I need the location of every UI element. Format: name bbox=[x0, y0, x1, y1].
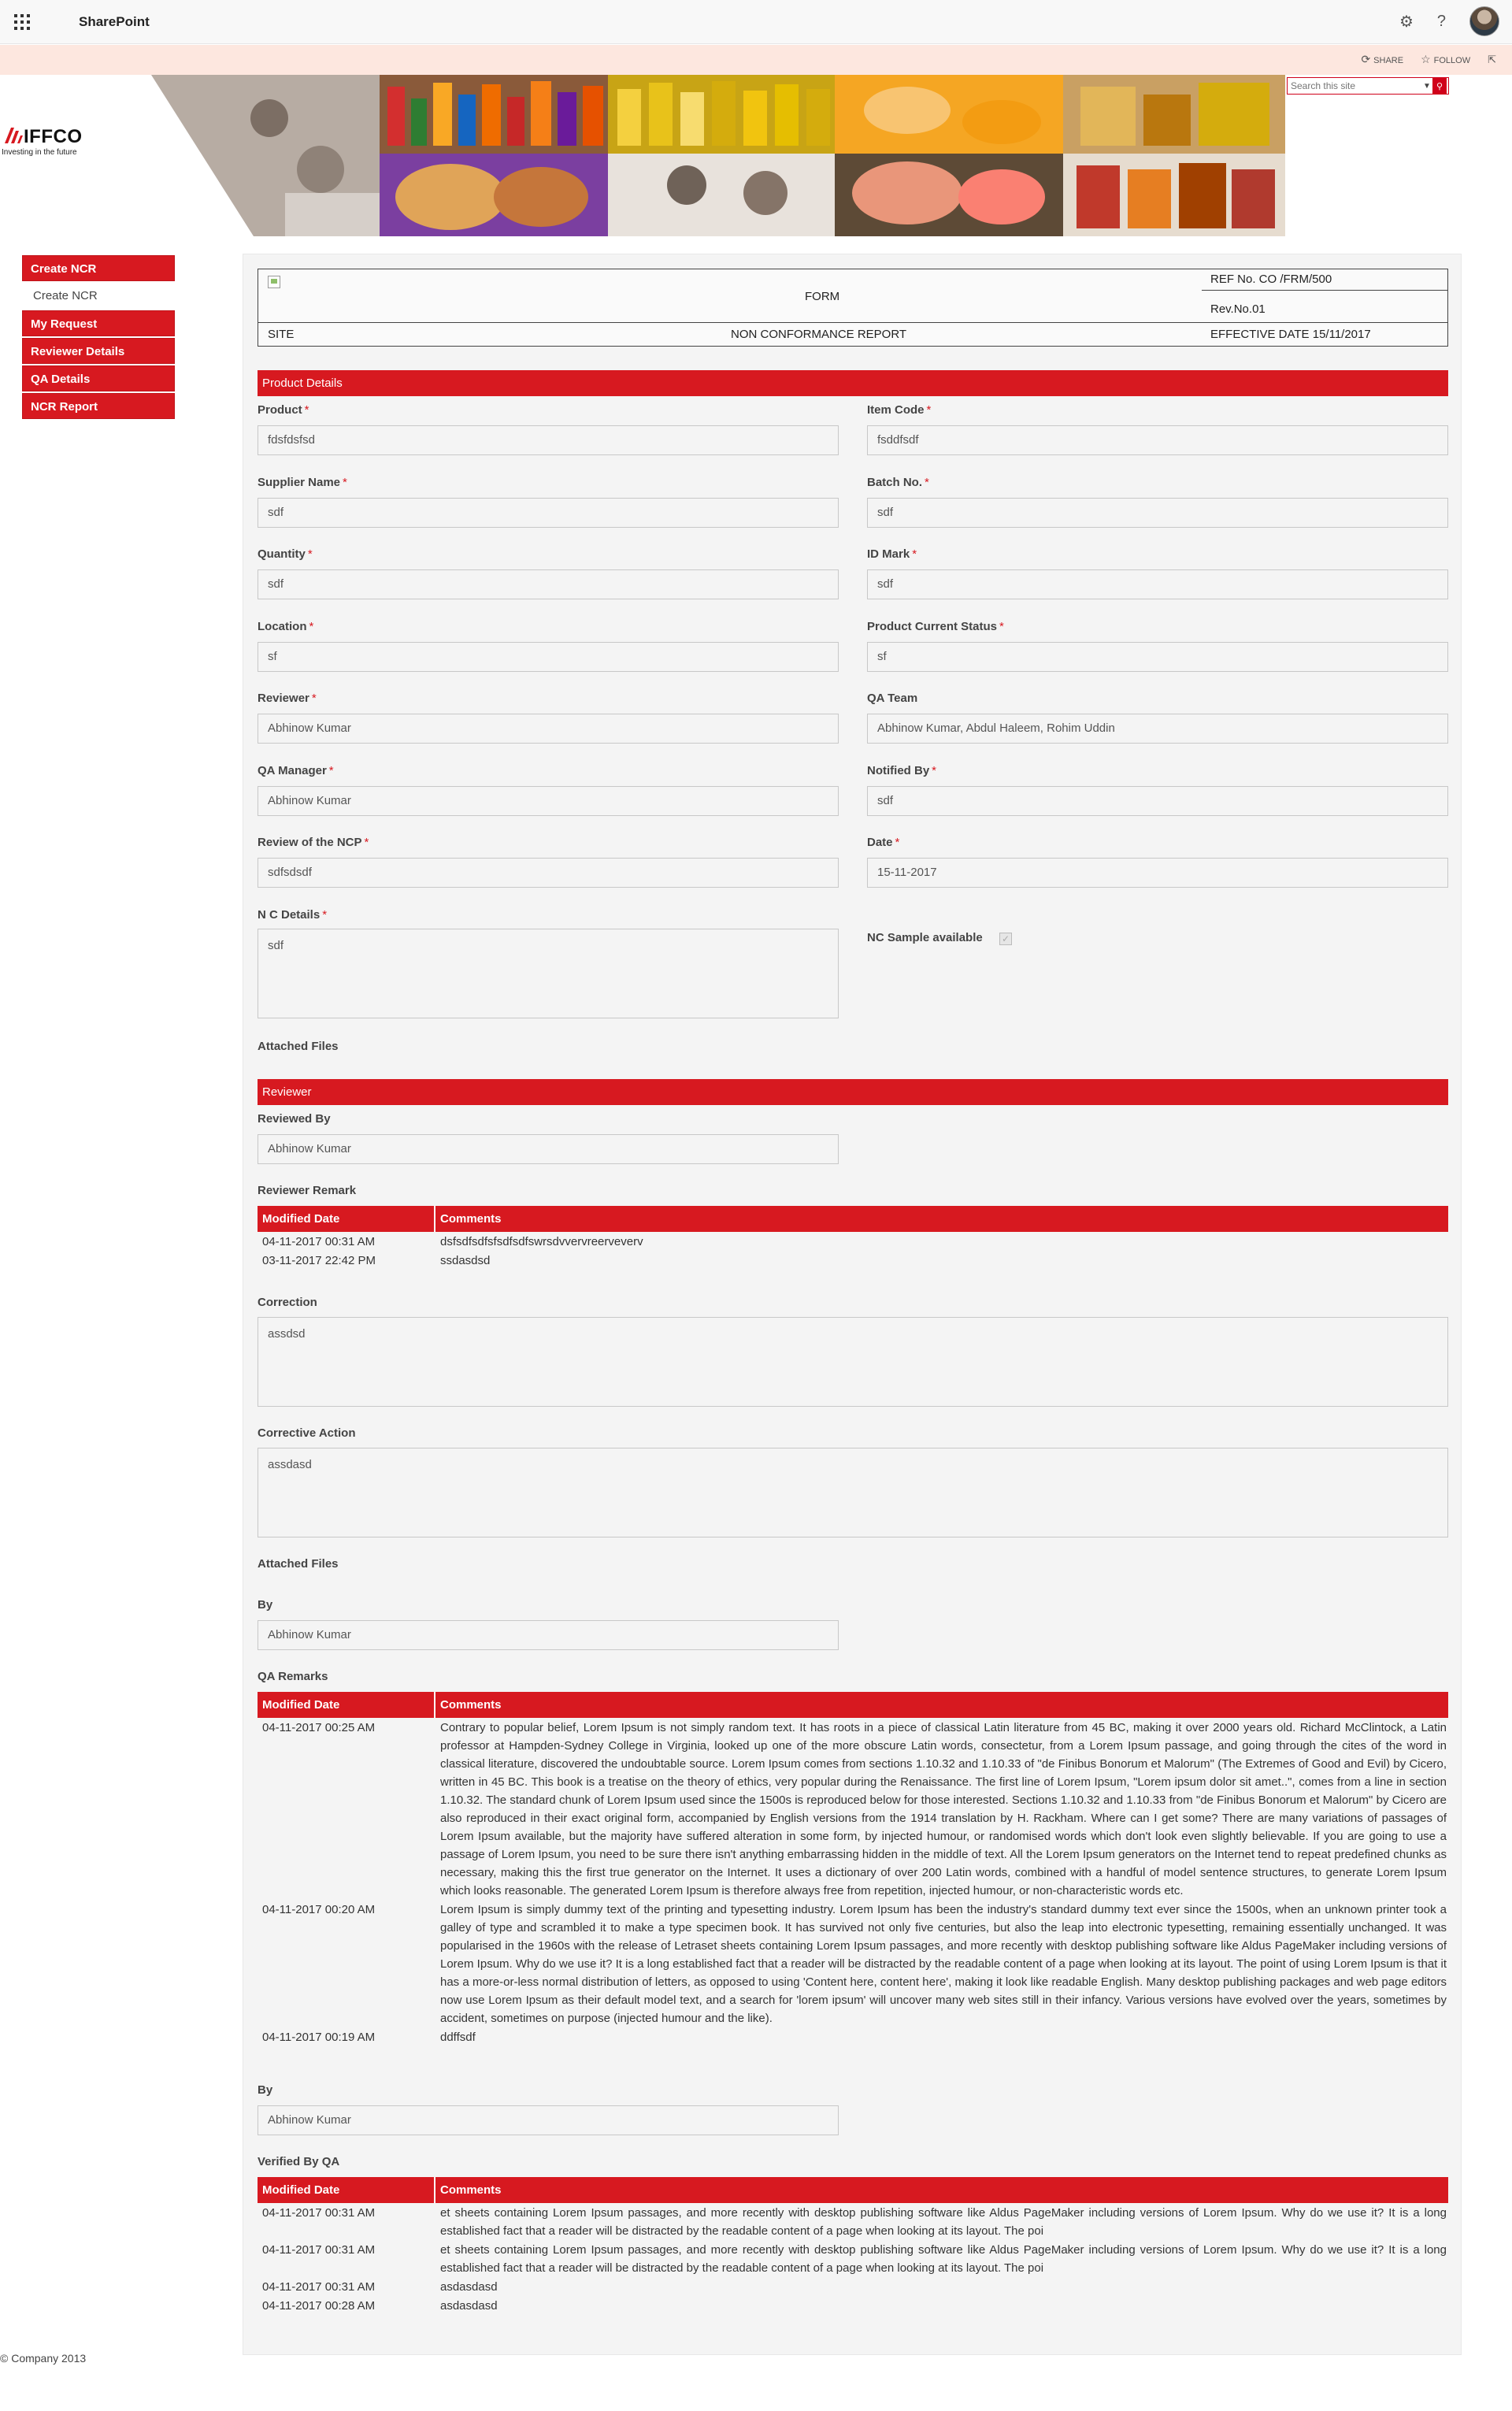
table-row bbox=[258, 1900, 1448, 2027]
row-comment: dsfsdfsdfsfsdfsdfswrsdvvervreerveverv bbox=[440, 1235, 643, 1248]
effective-date: EFFECTIVE DATE 15/11/2017 bbox=[1210, 328, 1371, 341]
item-code-label: Item Code * bbox=[867, 403, 932, 417]
search-icon[interactable]: ⚲ bbox=[1432, 78, 1447, 94]
row-date: 04-11-2017 00:19 AM bbox=[262, 2031, 376, 2044]
attached-files-label: Attached Files bbox=[258, 1040, 339, 1053]
row-comment: et sheets containing Lorem Ipsum passages, and more recently with desktop publishing software like Aldus PageMaker including versions of Lorem Ipsum. Why do we use it? It is a long established fact that a reader will be distracted by the readable content of a page when looking at its layout. The poi bbox=[440, 2243, 1447, 2275]
table-row bbox=[258, 2203, 1448, 2240]
table-row bbox=[258, 2027, 1448, 2046]
corrective-action-label: Corrective Action bbox=[258, 1426, 356, 1440]
reviewer-header: Reviewer bbox=[258, 1079, 1448, 1105]
qa-manager-label: QA Manager * bbox=[258, 764, 334, 777]
date-input[interactable]: 15-11-2017 bbox=[867, 858, 1448, 888]
search-input[interactable] bbox=[1288, 80, 1421, 91]
quantity-input[interactable]: sdf bbox=[258, 569, 839, 599]
avatar[interactable] bbox=[1469, 6, 1499, 36]
correction-label: Correction bbox=[258, 1296, 317, 1309]
table-row bbox=[258, 1232, 1448, 1251]
chevron-down-icon[interactable]: ▼ bbox=[1423, 81, 1431, 91]
table-header bbox=[258, 1206, 1448, 1232]
review-ncp-label: Review of the NCP * bbox=[258, 836, 369, 849]
col-modified-date: Modified Date bbox=[258, 1692, 435, 1718]
site-label: SITE bbox=[268, 328, 295, 341]
row-comment: asdasdasd bbox=[440, 2280, 498, 2294]
row-date: 04-11-2017 00:20 AM bbox=[262, 1903, 376, 1916]
broken-image-icon bbox=[268, 276, 280, 288]
correction-textarea[interactable]: assdsd bbox=[258, 1317, 1448, 1407]
table-row bbox=[258, 2240, 1448, 2277]
status-label: Product Current Status * bbox=[867, 620, 1004, 633]
notified-by-input[interactable]: sdf bbox=[867, 786, 1448, 816]
product-input[interactable]: fdsfdsfsd bbox=[258, 425, 839, 455]
share-icon: ⟳ bbox=[1361, 53, 1371, 65]
table-header bbox=[258, 2177, 1448, 2203]
follow-label: FOLLOW bbox=[1433, 56, 1471, 65]
nav-my-request[interactable]: My Request bbox=[22, 310, 175, 336]
row-comment: ddffsdf bbox=[440, 2031, 476, 2044]
table-header bbox=[258, 1692, 1448, 1718]
logo-tagline: Investing in the future bbox=[2, 148, 77, 157]
row-comment: asdasdasd bbox=[440, 2299, 498, 2313]
date-label: Date * bbox=[867, 836, 900, 849]
product-label: Product * bbox=[258, 403, 309, 417]
corrective-action-textarea[interactable]: assdasd bbox=[258, 1448, 1448, 1537]
reviewed-by-label: Reviewed By bbox=[258, 1112, 331, 1126]
reviewer-remark-label: Reviewer Remark bbox=[258, 1184, 357, 1197]
table-row bbox=[258, 2277, 1448, 2296]
supplier-label: Supplier Name * bbox=[258, 476, 347, 489]
col-comments: Comments bbox=[440, 1698, 502, 1712]
nav-qa-details[interactable]: QA Details bbox=[22, 365, 175, 391]
table-row bbox=[258, 1251, 1448, 1270]
item-code-input[interactable]: fsddfsdf bbox=[867, 425, 1448, 455]
product-details-header: Product Details bbox=[258, 370, 1448, 396]
share-bar bbox=[0, 45, 1512, 75]
id-mark-label: ID Mark * bbox=[867, 547, 917, 561]
row-date: 03-11-2017 22:42 PM bbox=[262, 1254, 376, 1267]
nav-ncr-report[interactable]: NCR Report bbox=[22, 393, 175, 419]
col-comments: Comments bbox=[440, 1212, 502, 1226]
col-modified-date: Modified Date bbox=[258, 1206, 435, 1232]
nav-reviewer-details[interactable]: Reviewer Details bbox=[22, 338, 175, 364]
app-launcher-icon[interactable] bbox=[0, 0, 44, 44]
main-content bbox=[243, 254, 1462, 2355]
status-input[interactable]: sf bbox=[867, 642, 1448, 672]
qa-team-input[interactable]: Abhinow Kumar, Abdul Haleem, Rohim Uddin bbox=[867, 714, 1448, 744]
batch-input[interactable]: sdf bbox=[867, 498, 1448, 528]
rev-number: Rev.No.01 bbox=[1210, 302, 1266, 316]
col-modified-date: Modified Date bbox=[258, 2177, 435, 2203]
iffco-logo-icon bbox=[3, 124, 24, 145]
row-date: 04-11-2017 00:25 AM bbox=[262, 1721, 376, 1734]
qa-team-label: QA Team bbox=[867, 692, 918, 705]
col-comments: Comments bbox=[440, 2183, 502, 2197]
row-comment: et sheets containing Lorem Ipsum passages, and more recently with desktop publishing software like Aldus PageMaker including versions of Lorem Ipsum. Why do we use it? It is a long established fact that a reader will be distracted by the readable content of a page when looking at its layout. The poi bbox=[440, 2206, 1447, 2238]
footer-copyright: © Company 2013 bbox=[0, 2352, 87, 2365]
logo-name: IFFCO bbox=[24, 126, 83, 147]
verified-by-qa-table bbox=[258, 2177, 1448, 2315]
qa-by-label: By bbox=[258, 2083, 273, 2097]
nav-create-ncr-sub[interactable]: Create NCR bbox=[33, 289, 98, 302]
nc-sample-checkbox[interactable]: ✓ bbox=[999, 933, 1012, 945]
by-label: By bbox=[258, 1598, 273, 1612]
qa-by-input[interactable]: Abhinow Kumar bbox=[258, 2105, 839, 2135]
left-navigation bbox=[22, 255, 175, 421]
reviewed-by-input[interactable]: Abhinow Kumar bbox=[258, 1134, 839, 1164]
notified-by-label: Notified By * bbox=[867, 764, 937, 777]
verified-by-qa-label: Verified By QA bbox=[258, 2155, 340, 2168]
site-logo[interactable] bbox=[0, 120, 110, 167]
form-header-table bbox=[258, 269, 1448, 347]
suite-title[interactable]: SharePoint bbox=[79, 13, 150, 29]
share-button[interactable] bbox=[1361, 53, 1403, 66]
quantity-label: Quantity * bbox=[258, 547, 313, 561]
follow-button[interactable] bbox=[1421, 53, 1470, 66]
focus-content-icon[interactable]: ⇱ bbox=[1488, 53, 1496, 65]
qa-remarks-table bbox=[258, 1692, 1448, 2046]
row-comment: Contrary to popular belief, Lorem Ipsum is not simply random text. It has roots in a piece of classical Latin literature from 45 BC, making it over 2000 years old. Richard McClintock, a Latin professor at Hampden-Sydney College in Virginia, looked up one of the more obscure Latin words, consectetur, from a Lorem Ipsum passage, and going through the cites of the word in classical literature, discovered the undoubtable source. Lorem Ipsum comes from sections 1.10.32 and 1.10.33 of "de Finibus Bonorum et Malorum" (The Extremes of Good and Evil) by Cicero, written in 45 BC. This book is a treatise on the theory of ethics, very popular during the Renaissance. The first line of Lorem Ipsum, "Lorem ipsum dolor sit amet..", comes from a line in section 1.10.32. The standard chunk of Lorem Ipsum used since the 1500s is reproduced below for those interested. Sections 1.10.32 and 1.10.33 from "de Finibus Bonorum et Malorum" by Cicero are also reproduced in their exact original form, accompanied by English versions from the 1914 translation by H. Rackham. Where can I get some? There are many variations of passages of Lorem Ipsum available, but the majority have suffered alteration in some form, by injected humour, or randomised words which don't look even slightly believable. If you are going to use a passage of Lorem Ipsum, you need to be sure there isn't anything embarrassing hidden in the middle of text. All the Lorem Ipsum generators on the Internet tend to repeat predefined chunks as necessary, making this the first true generator on the Internet. It uses a dictionary of over 200 Latin words, combined with a handful of model sentence structures, to generate Lorem Ipsum which looks reasonable. The generated Lorem Ipsum is therefore always free from repetition, injected humour, or non-characteristic words etc. bbox=[440, 1721, 1447, 1897]
id-mark-input[interactable]: sdf bbox=[867, 569, 1448, 599]
nc-details-textarea[interactable]: sdf bbox=[258, 929, 839, 1018]
report-title: NON CONFORMANCE REPORT bbox=[731, 328, 907, 341]
nc-details-label: N C Details * bbox=[258, 908, 328, 922]
row-date: 04-11-2017 00:31 AM bbox=[262, 2280, 376, 2294]
reviewer-remarks-table bbox=[258, 1206, 1448, 1270]
nc-sample-label: NC Sample available bbox=[867, 931, 983, 944]
row-comment: ssdasdsd bbox=[440, 1254, 491, 1267]
form-title: FORM bbox=[805, 290, 840, 303]
site-search bbox=[1287, 77, 1449, 95]
review-ncp-input[interactable]: sdfsdsdf bbox=[258, 858, 839, 888]
help-icon[interactable]: ? bbox=[1436, 12, 1446, 30]
header-banner bbox=[151, 75, 1285, 236]
qa-manager-input[interactable]: Abhinow Kumar bbox=[258, 786, 839, 816]
supplier-input[interactable]: sdf bbox=[258, 498, 839, 528]
banner-image bbox=[151, 75, 1285, 236]
location-label: Location * bbox=[258, 620, 314, 633]
ref-number: REF No. CO /FRM/500 bbox=[1210, 273, 1332, 286]
share-label: SHARE bbox=[1373, 56, 1404, 65]
reviewer-input[interactable]: Abhinow Kumar bbox=[258, 714, 839, 744]
gear-icon[interactable]: ⚙ bbox=[1399, 13, 1414, 31]
nav-create-ncr[interactable]: Create NCR bbox=[22, 255, 175, 281]
batch-label: Batch No. * bbox=[867, 476, 929, 489]
suite-bar bbox=[0, 0, 1512, 44]
table-row bbox=[258, 1718, 1448, 1900]
star-icon: ☆ bbox=[1421, 53, 1431, 65]
qa-remarks-label: QA Remarks bbox=[258, 1670, 328, 1683]
location-input[interactable]: sf bbox=[258, 642, 839, 672]
row-comment: Lorem Ipsum is simply dummy text of the printing and typesetting industry. Lorem Ipsum has been the industry's standard dummy text ever since the 1500s, when an unknown printer took a galley of type and scrambled it to make a type specimen book. It has survived not only five centuries, but also the leap into electronic typesetting, remaining essentially unchanged. It was popularised in the 1960s with the release of Letraset sheets containing Lorem Ipsum passages, and more recently with desktop publishing software like Aldus PageMaker including versions of Lorem Ipsum. Why do we use it? It is a long established fact that a reader will be distracted by the readable content of a page when looking at its layout. The point of using Lorem Ipsum is that it has a more-or-less normal distribution of letters, as opposed to using 'Content here, content here', making it look like readable English. Many desktop publishing packages and web page editors now use Lorem Ipsum as their default model text, and a search for 'lorem ipsum' will uncover many web sites still in their infancy. Various versions have evolved over the years, sometimes by accident, sometimes on purpose (injected humour and the like). bbox=[440, 1903, 1447, 2025]
reviewer-label: Reviewer * bbox=[258, 692, 317, 705]
by-input[interactable]: Abhinow Kumar bbox=[258, 1620, 839, 1650]
row-date: 04-11-2017 00:28 AM bbox=[262, 2299, 376, 2313]
reviewer-attached-files-label: Attached Files bbox=[258, 1557, 339, 1571]
row-date: 04-11-2017 00:31 AM bbox=[262, 2206, 376, 2220]
row-date: 04-11-2017 00:31 AM bbox=[262, 2243, 376, 2257]
row-date: 04-11-2017 00:31 AM bbox=[262, 1235, 376, 1248]
table-row bbox=[258, 2296, 1448, 2315]
